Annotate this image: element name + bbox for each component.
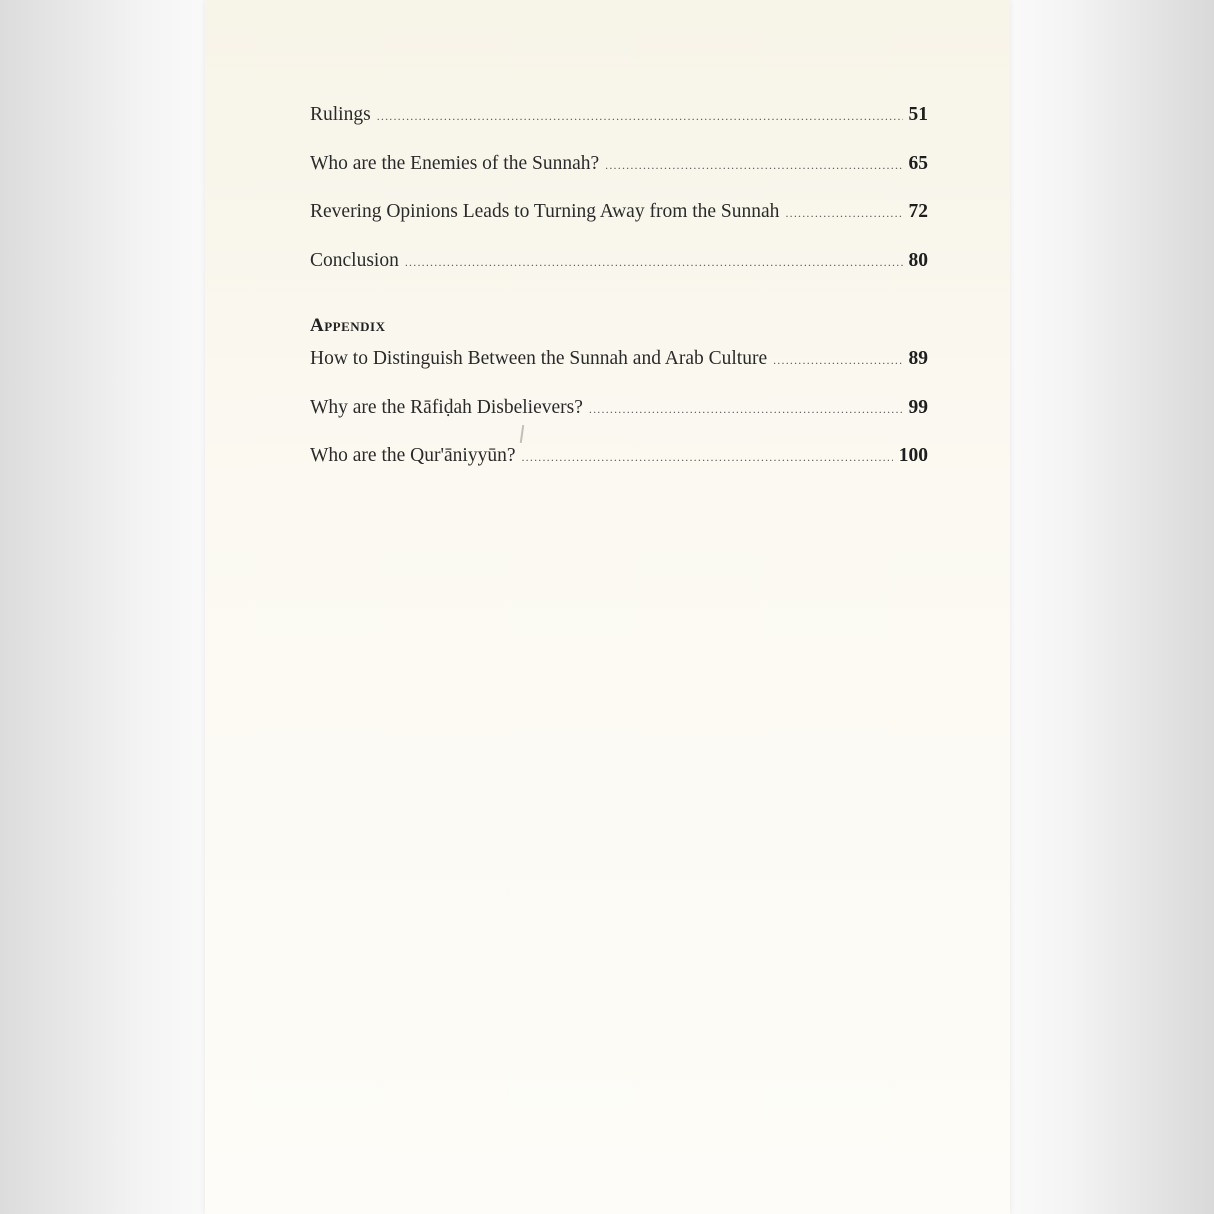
toc-entry-title: Why are the Rāfiḍah Disbelievers? [310,396,583,418]
book-page [205,0,1010,1214]
toc-entry [310,153,928,202]
toc-entry-page: 99 [908,396,928,418]
toc-entry-page: 51 [908,104,928,125]
toc-entry [310,397,928,446]
toc-entry [310,201,928,250]
table-of-contents [310,104,928,494]
toc-entry-page: 72 [908,201,928,222]
toc-entry [310,250,928,299]
toc-entry-title: Who are the Enemies of the Sunnah? [310,152,600,174]
dot-leader [785,206,902,221]
dot-leader [377,109,903,124]
toc-entry-title: How to Distinguish Between the Sunnah and Arab Culture [310,348,768,369]
dot-leader [521,450,892,465]
toc-entry-page: 89 [908,348,928,369]
dot-leader [605,158,902,173]
toc-entry [310,445,928,494]
toc-entry [310,348,928,397]
dot-leader [589,402,903,417]
toc-entry-title: Rulings [310,104,371,125]
toc-entry [310,104,928,153]
toc-entry-page: 80 [908,249,928,271]
toc-entry-page: 65 [908,152,928,174]
toc-entry-title: Who are the Qur'āniyyūn? [310,445,516,466]
appendix-heading: Appendix [310,315,386,336]
toc-entry-title: Conclusion [310,249,399,271]
dot-leader [773,353,902,368]
toc-entry-title: Revering Opinions Leads to Turning Away from the Sunnah [310,201,780,222]
toc-entry-page: 100 [898,445,928,466]
dot-leader [405,255,903,270]
